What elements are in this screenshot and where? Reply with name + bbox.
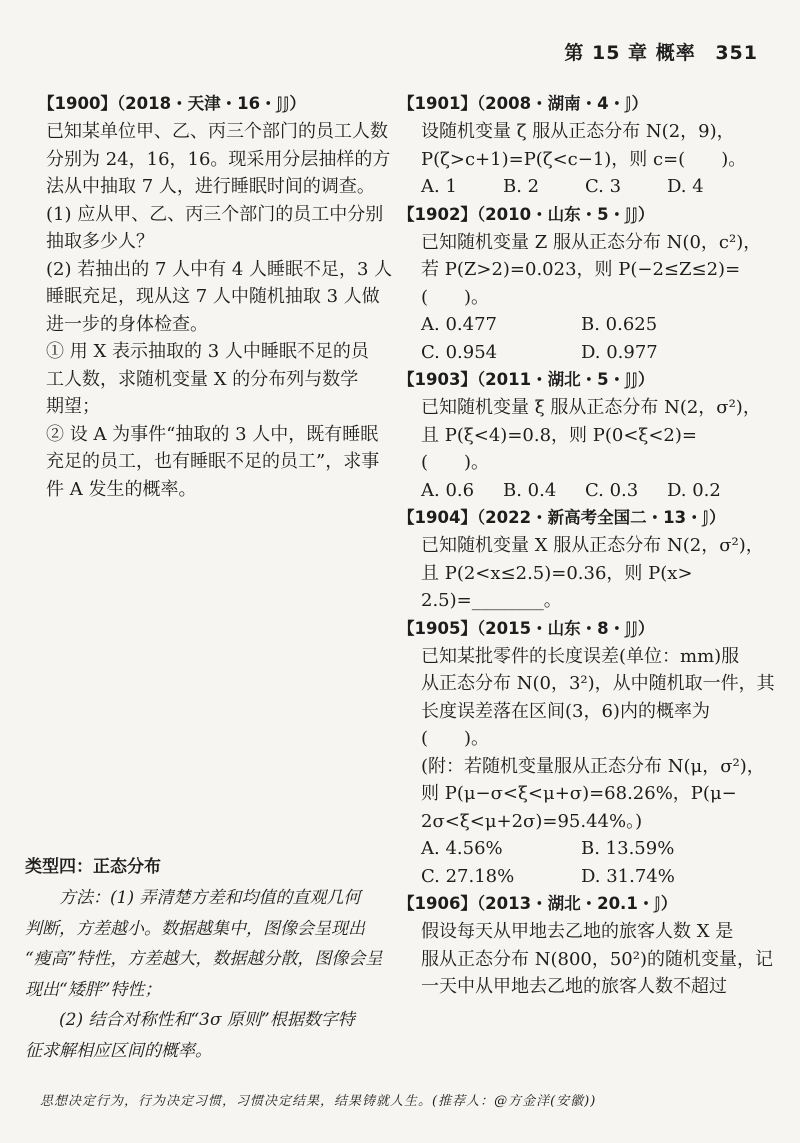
options bbox=[398, 339, 770, 367]
problem-text: 设随机变量 ζ 服从正态分布 N(2，9)， bbox=[421, 121, 735, 142]
problem-label: 【1902】（2010・山东・5・𝕁𝕁） bbox=[398, 204, 655, 224]
option-c: C. 3 bbox=[585, 176, 622, 197]
problem-text: 工人数，求随机变量 X 的分布列与数学 bbox=[46, 368, 359, 390]
page-number: 351 bbox=[715, 42, 758, 64]
problem-note: 则 P(μ−σ<ξ<μ+σ)=68.26%，P(μ− bbox=[421, 783, 737, 804]
problem-text: ( )。 bbox=[421, 452, 490, 473]
method-text: 方法：(1) 弄清楚方差和均值的直观几何 bbox=[59, 888, 361, 908]
option-a: A. 0.477 bbox=[421, 314, 497, 335]
option-a: A. 1 bbox=[421, 176, 457, 197]
problem-text: 期望； bbox=[46, 396, 100, 417]
problem-1904 bbox=[398, 504, 770, 615]
problem-text: 件 A 发生的概率。 bbox=[46, 478, 197, 500]
problem-text: 从正态分布 N(0，3²)，从中随机取一件，其 bbox=[421, 673, 775, 694]
problem-text: 已知某单位甲、乙、丙三个部门的员工人数 bbox=[46, 121, 388, 142]
problem-1903 bbox=[398, 366, 770, 504]
option-b: B. 13.59% bbox=[581, 838, 675, 859]
option-b: B. 2 bbox=[503, 176, 540, 197]
problem-text: P(ζ>c+1)=P(ζ<c−1)，则 c=( )。 bbox=[421, 148, 747, 170]
method-text: (2) 结合对称性和“3σ 原则”根据数字特 bbox=[59, 1010, 355, 1030]
problem-text: 假设每天从甲地去乙地的旅客人数 X 是 bbox=[421, 921, 734, 942]
problem-label: 【1906】（2013・湖北・20.1・𝕁） bbox=[398, 894, 678, 913]
problem-text: 且 P(2<x≤2.5)=0.36，则 P(x> bbox=[421, 562, 693, 584]
options bbox=[398, 863, 770, 891]
problem-text: 已知随机变量 ξ 服从正态分布 N(2，σ²)， bbox=[421, 397, 761, 418]
option-a: A. 0.6 bbox=[421, 479, 475, 501]
problem-text: (2) 若抽出的 7 人中有 4 人睡眠不足，3 人 bbox=[46, 258, 393, 280]
problem-text: 一天中从甲地去乙地的旅客人数不超过 bbox=[421, 976, 727, 997]
options bbox=[398, 835, 770, 863]
right-column bbox=[398, 90, 775, 1001]
options bbox=[398, 311, 770, 339]
problem-label: 【1903】（2011・湖北・5・𝕁𝕁） bbox=[398, 370, 655, 389]
option-c: C. 0.3 bbox=[585, 479, 639, 501]
footer-quote: 思想决定行为，行为决定习惯，习惯决定结果，结果铸就人生。(推荐人：@方金洋(安徽)) bbox=[40, 1094, 597, 1109]
page-header bbox=[564, 38, 758, 65]
option-d: D. 4 bbox=[667, 176, 704, 197]
option-b: B. 0.625 bbox=[581, 314, 658, 335]
problem-text: 进一步的身体检查。 bbox=[46, 313, 208, 335]
problem-text: ( )。 bbox=[421, 286, 490, 308]
problem-text: 服从正态分布 N(800，50²)的随机变量，记 bbox=[421, 948, 773, 970]
problem-text: ② 设 A 为事件“抽取的 3 人中，既有睡眠 bbox=[46, 423, 379, 445]
problem-note: (附：若随机变量服从正态分布 N(μ，σ²)， bbox=[421, 755, 765, 777]
option-a: A. 4.56% bbox=[421, 838, 503, 859]
chapter-label: 第 15 章 bbox=[564, 42, 649, 64]
method-text: 现出“矮胖”特性； bbox=[25, 979, 162, 1000]
problem-1901 bbox=[398, 90, 770, 201]
problem-1900 bbox=[38, 90, 393, 503]
option-d: D. 0.2 bbox=[667, 479, 721, 501]
problem-text: 长度误差落在区间(3，6)内的概率为 bbox=[421, 700, 710, 722]
problem-note: 2σ<ξ<μ+2σ)=95.44%。) bbox=[421, 810, 643, 832]
problem-1906 bbox=[398, 890, 773, 1001]
problem-text: 抽取多少人？ bbox=[46, 231, 154, 252]
problem-text: 且 P(ξ<4)=0.8，则 P(0<ξ<2)= bbox=[421, 424, 697, 446]
problem-text: ( )。 bbox=[421, 728, 490, 749]
problem-label: 【1900】（2018・天津・16・𝕁𝕁） bbox=[38, 94, 306, 113]
problem-text: ① 用 X 表示抽取的 3 人中睡眠不足的员 bbox=[46, 341, 369, 362]
problem-text: 已知随机变量 X 服从正态分布 N(2，σ²)， bbox=[421, 535, 764, 556]
problem-text: 若 P(Z>2)=0.023，则 P(−2≤Z≤2)= bbox=[421, 259, 741, 280]
section-normal-distribution bbox=[25, 852, 383, 1066]
problem-text: 分别为 24，16，16。现采用分层抽样的方 bbox=[46, 148, 391, 170]
option-d: D. 31.74% bbox=[581, 865, 675, 887]
method-text: 征求解相应区间的概率。 bbox=[25, 1040, 212, 1061]
chapter-topic: 概率 bbox=[655, 42, 696, 64]
option-d: D. 0.977 bbox=[581, 341, 658, 363]
problem-text: 睡眠充足，现从这 7 人中随机抽取 3 人做 bbox=[46, 286, 380, 307]
options bbox=[398, 173, 770, 201]
problem-label: 【1904】（2022・新高考全国二・13・𝕁） bbox=[398, 508, 726, 527]
problem-text: (1) 应从甲、乙、丙三个部门的员工中分别 bbox=[46, 203, 384, 225]
options bbox=[398, 477, 770, 505]
option-c: C. 27.18% bbox=[421, 865, 515, 887]
problem-label: 【1901】（2008・湖南・4・𝕁） bbox=[398, 94, 648, 113]
left-column bbox=[38, 90, 393, 503]
problem-label: 【1905】（2015・山东・8・𝕁𝕁） bbox=[398, 618, 655, 638]
method-text: 判断，方差越小。数据越集中，图像会呈现出 bbox=[25, 918, 365, 939]
option-b: B. 0.4 bbox=[503, 479, 557, 501]
problem-text: 2.5)=________。 bbox=[421, 590, 562, 611]
method-text: “瘦高”特性，方差越大，数据越分散，图像会呈 bbox=[25, 949, 383, 969]
problem-text: 已知随机变量 Z 服从正态分布 N(0，c²)， bbox=[421, 231, 762, 253]
section-title: 类型四：正态分布 bbox=[25, 857, 161, 877]
option-c: C. 0.954 bbox=[421, 341, 498, 363]
problem-text: 法从中抽取 7 人，进行睡眠时间的调查。 bbox=[46, 176, 375, 197]
problem-text: 充足的员工，也有睡眠不足的员工”，求事 bbox=[46, 451, 380, 472]
problem-1905 bbox=[398, 615, 775, 891]
problem-text: 已知某批零件的长度误差(单位：mm)服 bbox=[421, 645, 740, 667]
problem-1902 bbox=[398, 201, 770, 367]
